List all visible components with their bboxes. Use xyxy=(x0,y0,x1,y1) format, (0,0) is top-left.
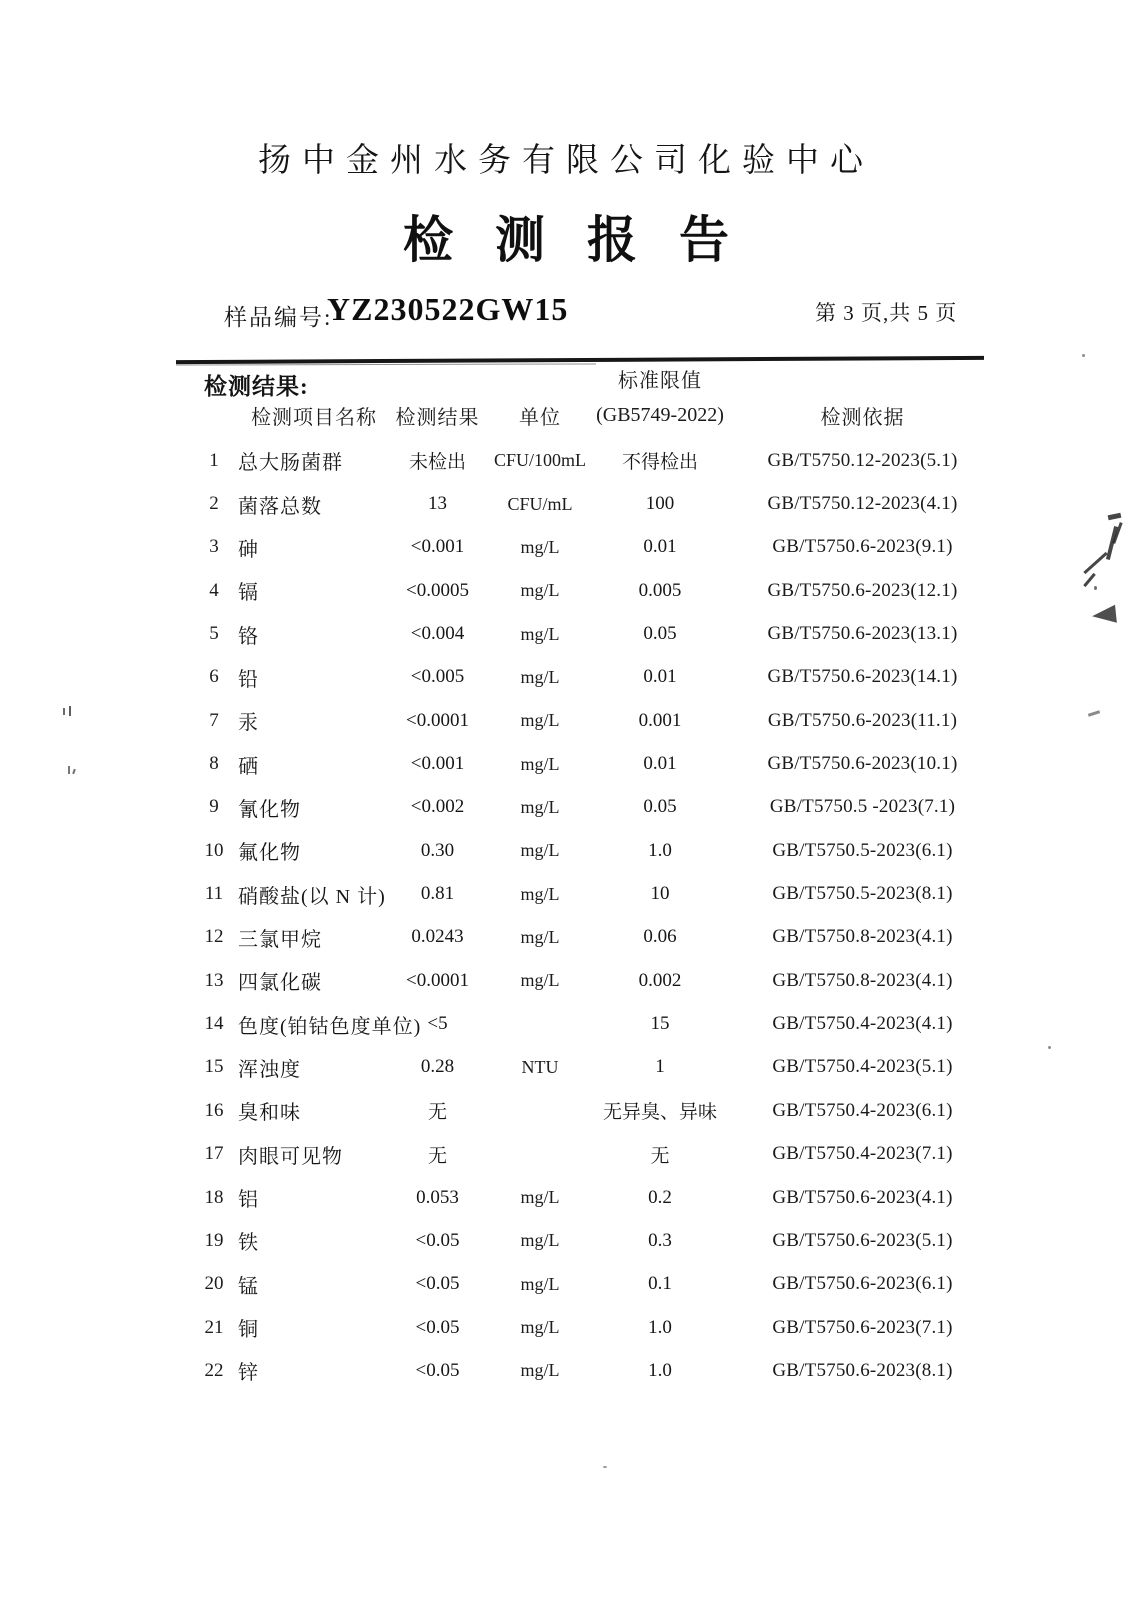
row-basis: GB/T5750.4-2023(6.1) xyxy=(772,1099,953,1121)
row-basis: GB/T5750.6-2023(6.1) xyxy=(772,1273,953,1295)
row-result: 0.053 xyxy=(416,1186,459,1208)
row-limit: 0.01 xyxy=(643,536,677,558)
row-limit: 1 xyxy=(655,1056,665,1078)
row-limit: 10 xyxy=(650,883,670,905)
row-number: 20 xyxy=(204,1273,224,1295)
row-number: 15 xyxy=(204,1056,224,1078)
sample-number-label: 样品编号: xyxy=(224,305,333,330)
row-number: 17 xyxy=(204,1143,224,1165)
company-title: 扬中金州水务有限公司化验中心 xyxy=(258,143,874,179)
row-basis: GB/T5750.6-2023(11.1) xyxy=(767,709,958,731)
column-header-row xyxy=(190,401,1000,430)
row-result: 无 xyxy=(427,1145,447,1167)
row-limit: 100 xyxy=(645,493,675,515)
table-row xyxy=(190,482,1000,525)
row-unit: mg/L xyxy=(520,883,560,904)
row-basis: GB/T5750.6-2023(5.1) xyxy=(772,1229,953,1251)
table-row xyxy=(190,699,1000,742)
row-unit: mg/L xyxy=(520,1187,560,1208)
row-item-name: 臭和味 xyxy=(238,1102,301,1125)
table-row xyxy=(190,1349,1000,1392)
row-basis: GB/T5750.6-2023(14.1) xyxy=(767,666,958,688)
row-result: 13 xyxy=(428,493,447,515)
table-row xyxy=(190,786,1000,829)
row-result: <0.05 xyxy=(415,1229,460,1251)
row-number: 19 xyxy=(204,1229,224,1251)
row-item-name: 菌落总数 xyxy=(238,495,322,518)
page-indicator: 第 3 页,共 5 页 xyxy=(815,301,958,325)
results-table-body xyxy=(190,439,1000,1393)
row-number: 12 xyxy=(204,926,224,948)
row-item-name: 铬 xyxy=(238,625,259,648)
row-basis: GB/T5750.12-2023(5.1) xyxy=(767,449,958,471)
row-result: <0.05 xyxy=(415,1359,460,1381)
table-row xyxy=(190,1002,1000,1045)
row-unit: mg/L xyxy=(520,840,560,861)
row-basis: GB/T5750.4-2023(7.1) xyxy=(772,1143,953,1165)
row-limit: 1.0 xyxy=(648,839,672,861)
table-row xyxy=(190,1089,1000,1132)
row-result: <0.0001 xyxy=(406,709,469,731)
row-basis: GB/T5750.5-2023(6.1) xyxy=(772,839,953,861)
column-header-basis: 检测依据 xyxy=(820,407,905,429)
row-basis: GB/T5750.4-2023(5.1) xyxy=(772,1056,953,1078)
row-item-name: 锰 xyxy=(238,1275,259,1298)
row-result: <0.0005 xyxy=(406,579,469,601)
table-row xyxy=(190,1133,1000,1176)
row-number: 9 xyxy=(209,796,219,818)
row-number: 8 xyxy=(209,753,219,775)
sample-line xyxy=(0,291,1132,331)
row-basis: GB/T5750.6-2023(8.1) xyxy=(772,1359,953,1381)
row-result: <0.05 xyxy=(415,1316,460,1338)
scan-artifact-speck xyxy=(603,1466,607,1468)
scan-artifact-speck xyxy=(1094,586,1097,590)
row-number: 10 xyxy=(204,839,224,861)
column-header-item-name: 检测项目名称 xyxy=(251,407,377,429)
row-limit: 0.01 xyxy=(643,753,677,775)
row-number: 13 xyxy=(204,969,224,991)
table-row xyxy=(190,439,1000,482)
row-limit: 15 xyxy=(650,1013,670,1035)
row-unit: mg/L xyxy=(520,926,560,947)
row-limit: 1.0 xyxy=(648,1359,672,1381)
row-item-name: 浑浊度 xyxy=(238,1058,301,1081)
row-number: 22 xyxy=(204,1359,224,1381)
row-item-name: 镉 xyxy=(238,582,259,605)
row-unit: CFU/mL xyxy=(507,493,573,514)
report-title: 检测报告 xyxy=(403,212,771,268)
row-result: 无 xyxy=(427,1102,447,1124)
row-unit: mg/L xyxy=(520,666,560,687)
row-item-name: 硝酸盐(以 N 计) xyxy=(238,885,386,908)
row-limit: 0.2 xyxy=(648,1186,672,1208)
table-row xyxy=(190,872,1000,915)
scan-artifact-right-tick xyxy=(1088,710,1100,717)
row-result: 0.81 xyxy=(420,883,455,905)
row-number: 2 xyxy=(209,493,219,515)
scan-artifact-left-mark-2 xyxy=(68,766,78,776)
sample-number-value: YZ230522GW15 xyxy=(327,291,569,327)
table-row xyxy=(190,1263,1000,1306)
row-item-name: 锌 xyxy=(238,1362,259,1385)
row-limit: 0.05 xyxy=(643,796,677,818)
table-row xyxy=(190,569,1000,612)
row-item-name: 氰化物 xyxy=(238,798,301,821)
row-basis: GB/T5750.8-2023(4.1) xyxy=(772,969,953,991)
row-item-name: 铝 xyxy=(238,1189,259,1212)
row-limit: 0.05 xyxy=(643,623,677,645)
row-result: <0.0001 xyxy=(406,969,469,991)
row-unit: mg/L xyxy=(520,1230,560,1251)
row-basis: GB/T5750.5 -2023(7.1) xyxy=(769,796,956,818)
row-basis: GB/T5750.6-2023(9.1) xyxy=(772,536,953,558)
column-header-unit: 单位 xyxy=(519,407,561,429)
row-result: 0.0243 xyxy=(411,926,464,948)
row-item-name: 总大肠菌群 xyxy=(238,452,343,475)
row-item-name: 三氯甲烷 xyxy=(238,928,322,951)
row-basis: GB/T5750.6-2023(13.1) xyxy=(767,623,958,645)
row-result: <0.005 xyxy=(410,666,465,688)
scan-artifact-wedge xyxy=(1091,605,1117,625)
row-limit: 0.002 xyxy=(638,969,682,991)
results-section-label: 检测结果: xyxy=(204,374,309,399)
row-item-name: 氟化物 xyxy=(238,842,301,865)
scan-artifact-speck xyxy=(1082,354,1085,357)
row-result: <0.001 xyxy=(410,753,465,775)
row-unit: CFU/100mL xyxy=(493,450,586,471)
row-number: 21 xyxy=(204,1316,224,1338)
row-limit: 1.0 xyxy=(648,1316,672,1338)
row-limit: 0.01 xyxy=(643,666,677,688)
row-unit: mg/L xyxy=(520,623,560,644)
row-item-name: 铅 xyxy=(238,668,259,691)
table-row xyxy=(190,612,1000,655)
row-unit: mg/L xyxy=(520,1360,560,1381)
row-basis: GB/T5750.12-2023(4.1) xyxy=(767,493,958,515)
row-item-name: 砷 xyxy=(238,538,259,561)
table-row xyxy=(190,959,1000,1002)
row-unit: mg/L xyxy=(520,970,560,991)
row-limit: 无 xyxy=(650,1145,670,1167)
row-unit: mg/L xyxy=(520,580,560,601)
row-unit: mg/L xyxy=(520,796,560,817)
row-unit: mg/L xyxy=(520,710,560,731)
row-number: 4 xyxy=(209,579,219,601)
table-row xyxy=(190,1219,1000,1262)
row-item-name: 铁 xyxy=(238,1232,259,1255)
row-basis: GB/T5750.4-2023(4.1) xyxy=(772,1013,953,1035)
table-top-rule-echo xyxy=(176,363,596,365)
table-row xyxy=(190,1306,1000,1349)
row-limit: 0.06 xyxy=(643,926,677,948)
row-limit: 0.1 xyxy=(648,1273,672,1295)
row-result: <0.004 xyxy=(410,623,465,645)
row-result: 0.30 xyxy=(420,839,455,861)
row-basis: GB/T5750.6-2023(12.1) xyxy=(767,579,958,601)
row-number: 11 xyxy=(204,883,224,905)
row-number: 16 xyxy=(204,1099,224,1121)
row-item-name: 硒 xyxy=(238,755,259,778)
row-result: <0.001 xyxy=(410,536,465,558)
row-number: 18 xyxy=(204,1186,224,1208)
scan-artifact-left-mark-1 xyxy=(63,706,75,718)
column-header-result: 检测结果 xyxy=(395,407,480,429)
row-basis: GB/T5750.5-2023(8.1) xyxy=(772,883,953,905)
scan-artifact-right-scribble xyxy=(1086,514,1126,600)
table-row xyxy=(190,742,1000,785)
table-row xyxy=(190,656,1000,699)
row-result: 0.28 xyxy=(420,1056,455,1078)
table-row xyxy=(190,829,1000,872)
row-result: <0.05 xyxy=(415,1273,460,1295)
scan-artifact-speck xyxy=(1048,1046,1051,1049)
row-unit: mg/L xyxy=(520,1317,560,1338)
standard-limit-header: 标准限值 xyxy=(618,370,702,392)
row-item-name: 肉眼可见物 xyxy=(238,1145,343,1168)
row-limit: 0.001 xyxy=(638,709,682,731)
row-number: 5 xyxy=(209,623,219,645)
row-number: 3 xyxy=(209,536,219,558)
row-basis: GB/T5750.6-2023(7.1) xyxy=(772,1316,953,1338)
row-limit: 0.005 xyxy=(638,579,682,601)
row-basis: GB/T5750.6-2023(4.1) xyxy=(772,1186,953,1208)
row-number: 1 xyxy=(209,449,219,471)
row-result: 未检出 xyxy=(408,452,466,474)
row-number: 7 xyxy=(209,709,219,731)
row-limit: 无异臭、异味 xyxy=(602,1102,717,1124)
row-unit: mg/L xyxy=(520,1273,560,1294)
row-basis: GB/T5750.8-2023(4.1) xyxy=(772,926,953,948)
row-unit: mg/L xyxy=(520,536,560,557)
table-row xyxy=(190,1046,1000,1089)
table-row xyxy=(190,916,1000,959)
column-header-limit: (GB5749-2022) xyxy=(596,404,724,426)
row-item-name: 汞 xyxy=(238,712,259,735)
row-item-name: 色度(铂钴色度单位) xyxy=(238,1015,422,1038)
row-limit: 不得检出 xyxy=(621,452,698,474)
row-number: 14 xyxy=(204,1013,224,1035)
row-unit: NTU xyxy=(521,1056,559,1077)
row-number: 6 xyxy=(209,666,219,688)
row-result: <0.002 xyxy=(410,796,465,818)
row-item-name: 铜 xyxy=(238,1319,259,1342)
row-item-name: 四氯化碳 xyxy=(238,972,322,995)
table-row xyxy=(190,1176,1000,1219)
row-limit: 0.3 xyxy=(648,1229,672,1251)
table-row xyxy=(190,526,1000,569)
row-result: <5 xyxy=(427,1013,448,1035)
row-unit: mg/L xyxy=(520,753,560,774)
row-basis: GB/T5750.6-2023(10.1) xyxy=(767,753,958,775)
